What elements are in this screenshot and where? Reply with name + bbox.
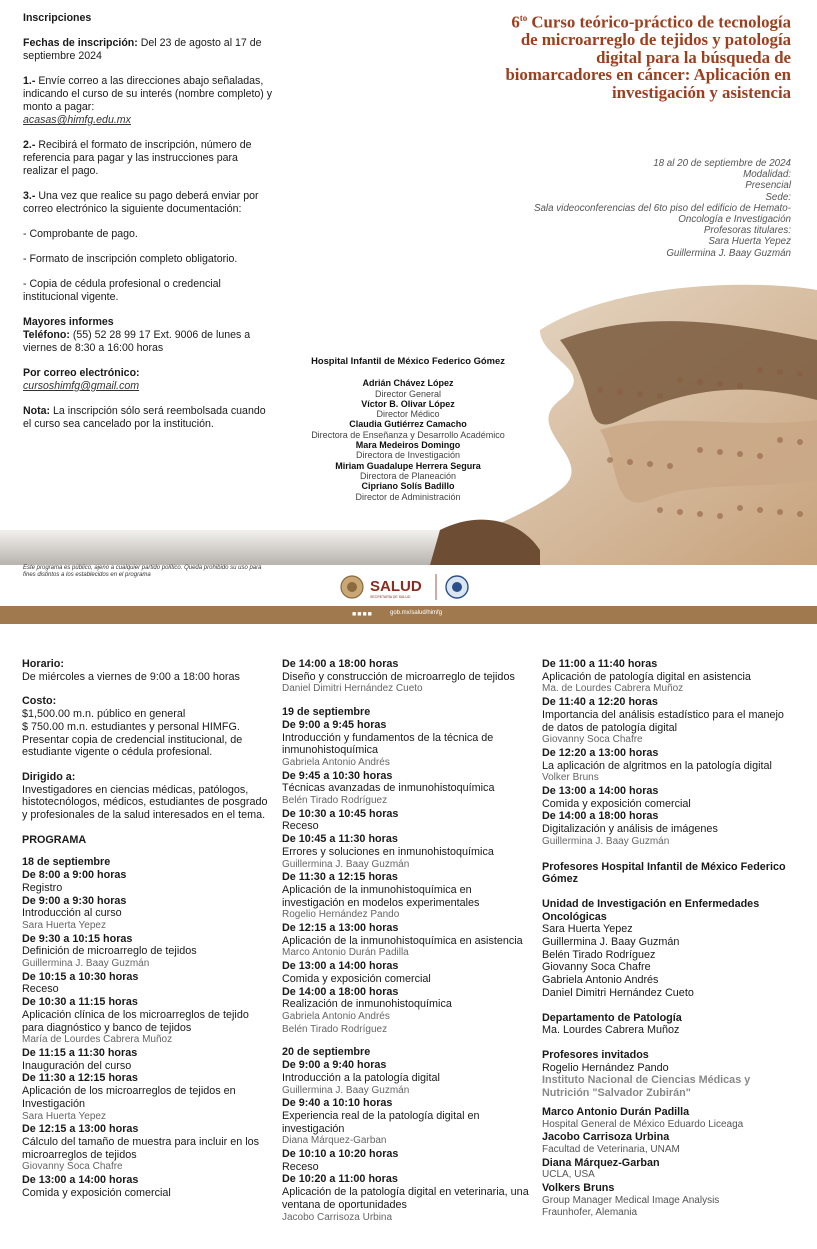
cost-block — [22, 695, 272, 759]
session-time: De 10:30 a 11:15 horas — [22, 996, 138, 1009]
registration-email-link[interactable]: acasas@himfg.edu.mx — [23, 114, 131, 126]
staff-name: Miriam Guadalupe Herrera Segura — [335, 460, 481, 471]
invited-affiliation: Fraunhofer, Alemania — [542, 1207, 638, 1219]
unit-member: Giovanny Soca Chafre — [542, 961, 651, 974]
social-icons: ■■■■ — [352, 611, 373, 618]
registration-heading: Inscripciones — [23, 12, 92, 24]
invited-affiliation: Facultad de Veterinaria, UNAM — [542, 1143, 680, 1155]
session-title: Cálculo del tamaño de muestra para incluir en los microarreglos de tejidos — [22, 1135, 260, 1161]
sede-value: Sala videoconferencias del 6to piso del edificio de Hemato-Oncología e Investigación — [533, 202, 791, 226]
session-title: Importancia del análisis estadístico para el manejo de datos de patología digital — [542, 708, 784, 734]
session-item — [282, 986, 534, 1037]
session-title: Comida y exposición comercial — [22, 1186, 171, 1199]
session-item — [542, 810, 798, 848]
unit-member: Gabriela Antonio Andrés — [542, 974, 659, 987]
horario-value: De miércoles a viernes de 9:00 a 18:00 horas — [22, 670, 240, 683]
session-title: Diseño y construcción de microarreglo de tejidos — [282, 670, 515, 683]
invited-affiliation: Group Manager Medical Image Analysis — [542, 1194, 720, 1206]
hospital-professors-heading: Profesores Hospital Infantil de México Federico Gómez — [542, 860, 786, 886]
session-speaker: Gabriela Antonio Andrés — [282, 756, 390, 768]
day-1-heading: 18 de septiembre — [22, 856, 111, 869]
session-title: Aplicación clínica de los microarreglos de tejido para diagnóstico y banco de tejidos — [22, 1008, 249, 1034]
session-title: Inauguración del curso — [22, 1059, 132, 1072]
costo-1: $1,500.00 m.n. público en general — [22, 708, 186, 721]
session-item — [22, 895, 272, 933]
session-item — [22, 1072, 272, 1123]
session-speaker: Guillermina J. Baay Guzmán — [22, 958, 150, 970]
session-title: Aplicación de patología digital en asistencia — [542, 670, 751, 683]
session-time: De 14:00 a 18:00 horas — [282, 985, 399, 998]
session-speaker: Gabriela Antonio Andrés — [282, 1010, 390, 1022]
svg-text:SECRETARÍA DE SALUD: SECRETARÍA DE SALUD — [370, 595, 411, 599]
session-time: De 10:45 a 11:30 horas — [282, 833, 398, 846]
session-title: Definición de microarreglo de tejidos — [22, 945, 197, 958]
session-time: De 11:40 a 12:20 horas — [542, 696, 658, 709]
session-item — [282, 1148, 534, 1173]
invited-item — [542, 1182, 798, 1220]
session-title: Digitalización y análisis de imágenes — [542, 823, 718, 836]
salud-logo — [338, 570, 478, 606]
session-item — [22, 1047, 272, 1072]
session-time: De 14:00 a 18:00 horas — [542, 810, 659, 823]
program-column-2 — [282, 658, 534, 1224]
unit-member: Daniel Dimitri Hernández Cueto — [542, 986, 694, 999]
session-item — [542, 785, 798, 810]
invited-affiliation: Hospital General de México Eduardo Liceaga — [542, 1118, 744, 1130]
session-speaker: Guillermina J. Baay Guzmán — [282, 1084, 410, 1096]
modalidad-value: Presencial — [745, 180, 791, 192]
session-speaker: Giovanny Soca Chafre — [542, 734, 643, 746]
session-speaker: Diana Márquez-Garban — [282, 1135, 387, 1147]
session-time: De 13:00 a 14:00 horas — [282, 960, 399, 973]
session-title: Comida y exposición comercial — [282, 972, 431, 985]
course-dates: 18 al 20 de septiembre de 2024 — [653, 158, 791, 169]
session-time: De 13:00 a 14:00 horas — [22, 1174, 139, 1187]
session-time: De 9:00 a 9:30 horas — [22, 894, 127, 907]
session-speaker: Rogelio Hernández Pando — [282, 909, 400, 921]
session-item — [22, 869, 272, 894]
staff-role: Director Médico — [376, 409, 440, 420]
hospital-staff — [290, 356, 526, 502]
session-title: Errores y soluciones en inmunohistoquímica — [282, 845, 494, 858]
session-title: Aplicación de la inmunohistoquímica en asistencia — [282, 934, 523, 947]
session-item — [282, 1059, 534, 1097]
session-title: Experiencia real de la patología digital en investigación — [282, 1109, 480, 1135]
schedule-block — [22, 658, 272, 683]
sede-label: Sede: — [765, 191, 791, 203]
staff-name: Mara Medeiros Domingo — [355, 440, 461, 451]
session-time: De 10:20 a 11:00 horas — [282, 1173, 398, 1186]
invited-name: Marco Antonio Durán Padilla — [542, 1105, 690, 1118]
session-speaker: Guillermina J. Baay Guzmán — [542, 835, 670, 847]
staff-role: Directora de Investigación — [355, 450, 461, 461]
session-title: La aplicación de algritmos en la patología digital — [542, 759, 772, 772]
dirigido-label: Dirigido a: — [22, 770, 76, 783]
department-heading: Departamento de Patología — [542, 1011, 682, 1024]
program-heading: PROGRAMA — [22, 833, 87, 846]
session-time: De 9:40 a 10:10 horas — [282, 1097, 393, 1110]
session-speaker: María de Lourdes Cabrera Muñoz — [22, 1034, 173, 1046]
session-item — [282, 1097, 534, 1148]
unit-member: Guillermina J. Baay Guzmán — [542, 936, 680, 949]
session-speaker: Sara Huerta Yepez — [22, 919, 106, 931]
session-title: Aplicación de los microarreglos de tejidos en Investigación — [22, 1085, 236, 1110]
doc-item-2: - Formato de inscripción completo obligatorio. — [23, 253, 238, 265]
session-time: De 12:20 a 13:00 horas — [542, 746, 659, 759]
session-time: De 10:10 a 10:20 horas — [282, 1148, 399, 1161]
course-details — [531, 158, 791, 259]
audience-block — [22, 771, 272, 822]
program-column-3 — [542, 658, 798, 1220]
session-title: Realización de inmunohistoquímica — [282, 998, 452, 1011]
dirigido-value: Investigadores en ciencias médicas, patólogos, histotecnólogos, médicos, estudiantes de posgrado y profesionales de la salud interesados en el tema. — [22, 783, 268, 822]
session-item — [542, 658, 798, 696]
session-item — [282, 658, 534, 696]
website-link[interactable]: gob.mx/salud/himfg — [390, 610, 443, 616]
department-member: Ma. Lourdes Cabrera Muñoz — [542, 1024, 680, 1037]
staff-role: Directora de Planeación — [359, 470, 457, 481]
invited-name: Rogelio Hernández Pando — [542, 1061, 669, 1074]
day-1-sessions — [22, 869, 272, 1199]
registration-dates: Fechas de inscripción: Del 23 de agosto al 17 de septiembre 2024 — [23, 37, 262, 62]
session-item — [282, 1173, 534, 1224]
session-item — [22, 1123, 272, 1174]
session-time: De 12:15 a 13:00 horas — [22, 1123, 139, 1136]
session-title: Introducción a la patología digital — [282, 1071, 440, 1084]
session-time: De 14:00 a 18:00 horas — [282, 658, 399, 670]
session-speaker: Giovanny Soca Chafre — [22, 1161, 123, 1173]
refund-note: Nota: La inscripción sólo será reembolsada cuando el curso sea cancelado por la institución. — [23, 405, 266, 430]
invited-item — [542, 1157, 798, 1182]
costo-3: Presentar copia de credencial institucional, de estudiante vigente o cédula profesional. — [22, 733, 243, 759]
session-time: De 8:00 a 9:00 horas — [22, 869, 127, 882]
session-item — [282, 833, 534, 871]
session-item — [282, 770, 534, 808]
contact-email-link[interactable]: cursoshimfg@gmail.com — [23, 380, 140, 392]
session-speaker: Ma. de Lourdes Cabrera Muñoz — [542, 683, 684, 695]
session-item — [22, 1174, 272, 1199]
footer-bar — [0, 606, 817, 624]
session-item — [282, 871, 534, 922]
session-item — [282, 808, 534, 833]
course-title: $6^{to}$ Curso teórico-práctico de tecnología de microarreglo de tejidos y patología digital para la búsqueda de biomarcadores en cáncer: Aplicación en investigación y asistencia — [505, 12, 791, 102]
session-speaker: Volker Bruns — [542, 772, 599, 784]
unit-members — [542, 923, 798, 999]
invited-item — [542, 1106, 798, 1131]
session-title: Comida y exposición comercial — [542, 797, 691, 810]
session-item — [22, 996, 272, 1047]
session-title: Técnicas avanzadas de inmunohistoquímica — [282, 782, 495, 795]
costo-label: Costo: — [22, 695, 57, 708]
session-item — [282, 922, 534, 960]
session-time: De 11:30 a 12:15 horas — [282, 871, 398, 884]
staff-name: Adrián Chávez López — [362, 378, 454, 389]
invited-institution: Instituto Nacional de Ciencias Médicas y Nutrición "Salvador Zubirán" — [542, 1074, 751, 1100]
staff-role: Director General — [374, 388, 442, 399]
day-3-heading: 20 de septiembre — [282, 1046, 371, 1059]
session-title: Introducción al curso — [22, 907, 122, 920]
horario-label: Horario: — [22, 658, 64, 670]
session-time: De 9:00 a 9:40 horas — [282, 1059, 387, 1072]
session-time: De 10:15 a 10:30 horas — [22, 970, 139, 983]
session-speaker: Marco Antonio Durán Padilla — [282, 947, 409, 959]
invited-list — [542, 1106, 798, 1220]
step-1: 1.- Envíe correo a las direcciones abajo señaladas, indicando el curso de su interés (nombre completo) y monto a pagar: acasas@himfg.edu.mx — [23, 75, 273, 126]
session-speaker: Jacobo Carrisoza Urbina — [282, 1211, 393, 1223]
day-2-sessions — [282, 719, 534, 1037]
staff-role: Directora de Enseñanza y Desarrollo Académico — [311, 429, 505, 440]
invited-affiliation: UCLA, USA — [542, 1169, 595, 1181]
session-item — [22, 971, 272, 996]
session-time: De 11:30 a 12:15 horas — [22, 1072, 138, 1085]
profesora-2: Guillermina J. Baay Guzmán — [666, 247, 791, 259]
doc-item-1: - Comprobante de pago. — [23, 228, 138, 240]
contact-info: Mayores informes Teléfono: (55) 52 28 99 17 Ext. 9006 de lunes a viernes de 8:30 a 16:00 horas — [23, 316, 251, 354]
session-title: Introducción y fundamentos de la técnica de inmunohistoquímica — [282, 731, 494, 757]
invited-heading: Profesores invitados — [542, 1048, 649, 1061]
day-2-heading: 19 de septiembre — [282, 706, 371, 719]
step-2: 2.- Recibirá el formato de inscripción, número de referencia para pagar y las instrucciones para realizar el pago. — [23, 139, 252, 177]
modalidad-label: Modalidad: — [743, 169, 791, 181]
staff-role: Director de Administración — [355, 491, 461, 502]
session-time: De 9:00 a 9:45 horas — [282, 718, 387, 731]
invited-name: Volkers Bruns — [542, 1182, 615, 1195]
session-title: Aplicación de la inmunohistoquímica en investigación en modelos experimentales — [282, 883, 480, 909]
session-time: De 9:30 a 10:15 horas — [22, 932, 133, 945]
staff-name: Cipriano Solís Badillo — [361, 481, 455, 492]
session-time: De 12:15 a 13:00 horas — [282, 922, 399, 935]
svg-text:SALUD: SALUD — [370, 578, 422, 595]
session-item — [22, 933, 272, 971]
program-column-1 — [22, 658, 272, 1199]
session-item — [282, 960, 534, 985]
session-time: De 13:00 a 14:00 horas — [542, 785, 659, 798]
unit-member: Belén Tirado Rodríguez — [542, 948, 656, 961]
disclaimer: Este programa es público, ajeno a cualquier partido político. Queda prohibido su uso para fines distintos a los establecidos en el programa — [23, 565, 262, 578]
session-time: De 9:45 a 10:30 horas — [282, 769, 393, 782]
session-title: Receso — [282, 820, 319, 833]
session-speaker: Sara Huerta Yepez — [22, 1110, 106, 1122]
session-speaker: Daniel Dimitri Hernández Cueto — [282, 683, 423, 695]
unit-heading: Unidad de Investigación en Enfermedades Oncológicas — [542, 897, 760, 923]
unit-member: Sara Huerta Yepez — [542, 923, 633, 936]
hospital-name: Hospital Infantil de México Federico Gómez — [311, 355, 505, 366]
day-1-sessions-cont — [282, 658, 534, 696]
profesoras-label: Profesoras titulares: — [703, 225, 791, 237]
day-3-sessions-cont — [542, 658, 798, 849]
session-title: Receso — [282, 1160, 319, 1173]
session-item — [282, 719, 534, 770]
session-time: De 11:15 a 11:30 horas — [22, 1046, 138, 1059]
session-title: Registro — [22, 881, 63, 894]
staff-name: Víctor B. Olivar López — [361, 398, 455, 409]
session-title: Receso — [22, 983, 59, 996]
session-item — [542, 696, 798, 747]
staff-name: Claudia Gutiérrez Camacho — [349, 419, 467, 430]
invited-name: Jacobo Carrisoza Urbina — [542, 1131, 670, 1144]
profesora-1: Sara Huerta Yepez — [708, 236, 791, 248]
session-speaker: Belén Tirado Rodríguez — [282, 1023, 388, 1035]
email-contact: Por correo electrónico: cursoshimfg@gmail.com — [23, 367, 140, 392]
session-time: De 11:00 a 11:40 horas — [542, 658, 658, 670]
invited-item — [542, 1131, 798, 1156]
session-speaker: Belén Tirado Rodríguez — [282, 795, 388, 807]
registration-panel — [23, 12, 273, 443]
doc-item-3: - Copia de cédula profesional o credencial institucional vigente. — [23, 278, 221, 303]
session-time: De 10:30 a 10:45 horas — [282, 807, 399, 820]
session-item — [542, 747, 798, 785]
invited-name: Diana Márquez-Garban — [542, 1156, 660, 1169]
day-3-sessions — [282, 1059, 534, 1224]
step-3: 3.- Una vez que realice su pago deberá enviar por correo electrónico la siguiente documentación: — [23, 190, 259, 215]
costo-2: $ 750.00 m.n. estudiantes y personal HIMFG. — [22, 720, 240, 733]
session-speaker: Guillermina J. Baay Guzmán — [282, 858, 410, 870]
session-title: Aplicación de la patología digital en veterinaria, una ventana de oportunidades — [282, 1186, 529, 1211]
